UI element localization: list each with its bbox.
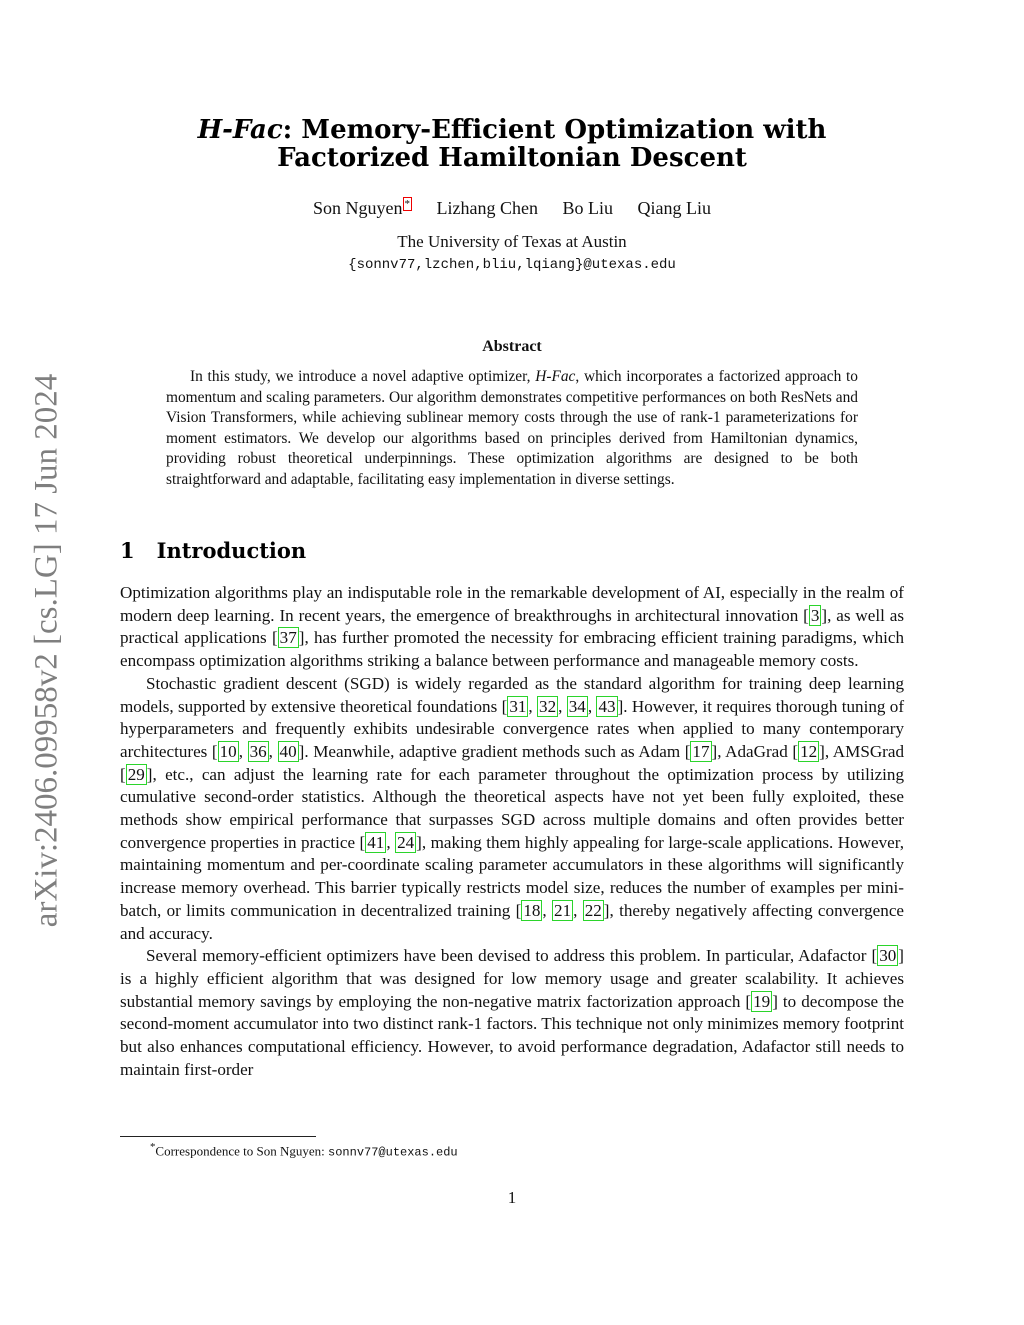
paragraph-text: , xyxy=(238,741,248,761)
paragraph-text: , thereby negatively affecting convergence and accuracy. xyxy=(120,900,904,943)
citation-link[interactable]: 40 xyxy=(279,741,297,761)
paragraph-text: , xyxy=(528,696,538,716)
abstract-text-part-1: In this study, we introduce a novel adaptive optimizer, xyxy=(190,368,536,385)
section-title: Introduction xyxy=(156,538,307,563)
author-1 xyxy=(313,198,412,218)
paragraph-text: , xyxy=(542,900,553,920)
citation-link[interactable]: 34 xyxy=(568,696,586,716)
abstract-text xyxy=(166,367,858,490)
paragraph-text: , xyxy=(587,696,597,716)
paragraph-text: , xyxy=(386,832,396,852)
citation-link[interactable]: 30 xyxy=(879,946,897,966)
paragraph-text: Optimization algorithms play an indisputable role in the remarkable development of AI, especially in the realm of modern deep learning. In recent years, the emergence of breakthroughs in architectural innovation xyxy=(120,583,904,625)
paragraph-text: , etc., can adjust the learning rate for each parameter throughout the optimization process by utilizing cumulative second-order statistics. Although the theoretical aspects have not yet been fully exploited, these methods show empirical performance that surpasses SGD across multiple domains and often provides better convergence properties in practice xyxy=(120,764,904,852)
abstract-heading: Abstract xyxy=(482,338,542,355)
citation-link[interactable]: 41 xyxy=(367,832,385,852)
author-3: Bo Liu xyxy=(562,198,613,218)
citation-link[interactable]: 18 xyxy=(523,900,541,920)
title-method-name: H-Fac xyxy=(197,115,283,145)
paper-title xyxy=(120,116,904,172)
title-line-1-rest: : Memory-Efficient Optimization with xyxy=(282,115,827,145)
title-line-1 xyxy=(120,116,904,144)
paragraph-text: , has further promoted the necessity for embracing efficient training paradigms, which encompass optimization algorithms striking a balance between performance and manageable memory costs. xyxy=(120,628,905,671)
citation-link[interactable]: 3 xyxy=(810,605,820,625)
paragraph-text: . Meanwhile, adaptive gradient methods such as Adam xyxy=(304,741,685,761)
title-line-2: Factorized Hamiltonian Descent xyxy=(277,143,747,173)
citation-link[interactable]: 31 xyxy=(509,696,527,716)
footnote-mark: * xyxy=(150,1141,156,1153)
paragraph-text: to decompose the second-moment accumulator into two distinct rank-1 factors. This technique not only minimizes memory footprint but also enhances computational efficiency. However, to avoid performance degradation, Adafactor still needs to maintain first-order xyxy=(120,991,904,1079)
author-4: Qiang Liu xyxy=(637,198,711,218)
paragraph-text: , AdaGrad xyxy=(717,741,793,761)
paragraph-text: . However, it requires thorough tuning of hyperparameters and frequently exhibits undesirable convergence rates when applied to many contemporary architectures xyxy=(120,696,905,761)
paragraph-text: , xyxy=(573,900,583,920)
footnote-mark-link[interactable]: * xyxy=(404,198,410,210)
author-1-name: Son Nguyen xyxy=(313,198,403,218)
citation-link[interactable]: 19 xyxy=(753,991,771,1011)
citation-link[interactable]: 17 xyxy=(692,741,710,761)
author-emails: {sonnv77,lzchen,bliu,lqiang}@utexas.edu xyxy=(348,257,676,273)
citation-link[interactable]: 24 xyxy=(397,832,415,852)
citation-link[interactable]: 22 xyxy=(584,900,602,920)
intro-paragraph: Several memory-efficient optimizers have been devised to address this problem. In particular, Adafactor [ 30 ] is a highly efficient algorithm that was designed for low memory usage and greater scalability. It achieves substantial memory savings by employing the non-negative matrix factorization approach [ 19 ] to decompose the second-moment accumulator into two distinct rank-1 factors. This technique not only minimizes memory footprint but also enhances computational efficiency. However, to avoid performance degradation, Adafactor still needs to maintain first-order xyxy=(120,946,904,1079)
paragraph-text: , xyxy=(558,696,567,716)
citation-link[interactable]: 12 xyxy=(800,741,818,761)
author-list xyxy=(120,198,904,219)
citation-link[interactable]: 21 xyxy=(554,900,572,920)
introduction-body xyxy=(120,582,904,1081)
page-number: 1 xyxy=(507,1188,517,1207)
paragraph-text: , xyxy=(268,741,278,761)
paragraph-text: Stochastic gradient descent (SGD) is widely regarded as the standard algorithm for training deep learning models, supported by extensive theoretical foundations xyxy=(120,673,904,716)
paragraph-text: is a highly efficient algorithm that was designed for low memory usage and greater scalability. It achieves substantial memory savings by employing the non-negative matrix factorization approach xyxy=(120,968,904,1011)
paragraph-text: , AMSGrad xyxy=(824,741,905,761)
section-heading xyxy=(120,538,306,563)
paragraph-text: , as well as practical applications xyxy=(120,605,904,648)
abstract-method-name: H-Fac xyxy=(535,368,576,385)
footnote-rule xyxy=(120,1136,316,1137)
section-number: 1 xyxy=(120,538,135,563)
intro-paragraph: Optimization algorithms play an indisputable role in the remarkable development of AI, especially in the realm of modern deep learning. In recent years, the emergence of breakthroughs in architectural innovation [ 3 ], as well as practical applications [ 37 ], has further promoted the necessity for embracing efficient training paradigms, which encompass optimization algorithms striking a balance between performance and manageable memory costs. xyxy=(120,583,905,671)
citation-link[interactable]: 29 xyxy=(127,764,145,784)
author-2: Lizhang Chen xyxy=(436,198,538,218)
arxiv-identifier-stamp xyxy=(24,360,69,940)
paragraph-text: , making them highly appealing for large-scale applications. However, maintaining momentum and per-coordinate scaling parameter accumulators in these algorithms will significantly increase memory overhead. This barrier typically restricts model size, reduces the number of examples per mini-batch, or limits communication in decentralized training xyxy=(120,832,904,920)
citation-link[interactable]: 10 xyxy=(219,741,237,761)
footnote-email: sonnv77@utexas.edu xyxy=(328,1145,458,1160)
intro-paragraph: Stochastic gradient descent (SGD) is widely regarded as the standard algorithm for training deep learning models, supported by extensive theoretical foundations [ 31 , 32 , 34 , 43 ]. However, it requires thorough tuning of hyperparameters and frequently exhibits undesirable convergence rates when applied to many contemporary architectures [ 10 , 36 , 40 ]. Meanwhile, adaptive gradient methods such as Adam [ 17 ], AdaGrad [ 12 ], AMSGrad [ 29 ], etc., can adjust the learning rate for each parameter throughout the optimization process by utilizing cumulative second-order statistics. Although the theoretical aspects have not yet been fully exploited, these methods show empirical performance that surpasses SGD across multiple domains and often provides better convergence properties in practice [ 41 , 24 ], making them highly appealing for large-scale applications. However, maintaining momentum and per-coordinate scaling parameter accumulators in these algorithms will significantly increase memory overhead. This barrier typically restricts model size, reduces the number of examples per mini-batch, or limits communication in decentralized training [ 18 , 21 , 22 ], thereby negatively affecting convergence and accuracy. xyxy=(120,673,905,943)
citation-link[interactable]: 36 xyxy=(249,741,267,761)
citation-link[interactable]: 37 xyxy=(279,628,297,648)
citation-link[interactable]: 32 xyxy=(539,696,557,716)
paragraph-text: Several memory-efficient optimizers have been devised to address this problem. In particular, Adafactor xyxy=(146,946,872,966)
citation-link[interactable]: 43 xyxy=(598,696,616,716)
abstract-text-part-2: , which incorporates a factorized approach to momentum and scaling parameters. Our algorithm demonstrates competitive performances on both ResNets and Vision Transformers, while achieving sublinear memory costs through the use of rank-1 parameterizations for moment estimators. We develop our algorithms based on principles derived from Hamiltonian dynamics, providing robust theoretical underpinnings. These optimization algorithms are designed to be both straightforward and adaptable, facilitating easy implementation in diverse settings. xyxy=(166,368,858,488)
affiliation: The University of Texas at Austin xyxy=(397,232,627,251)
footnote xyxy=(150,1141,458,1159)
footnote-text: Correspondence to Son Nguyen: xyxy=(155,1143,329,1159)
arxiv-id: arXiv:2406.09958v2 [cs.LG] 17 Jun 2024 xyxy=(28,373,65,927)
